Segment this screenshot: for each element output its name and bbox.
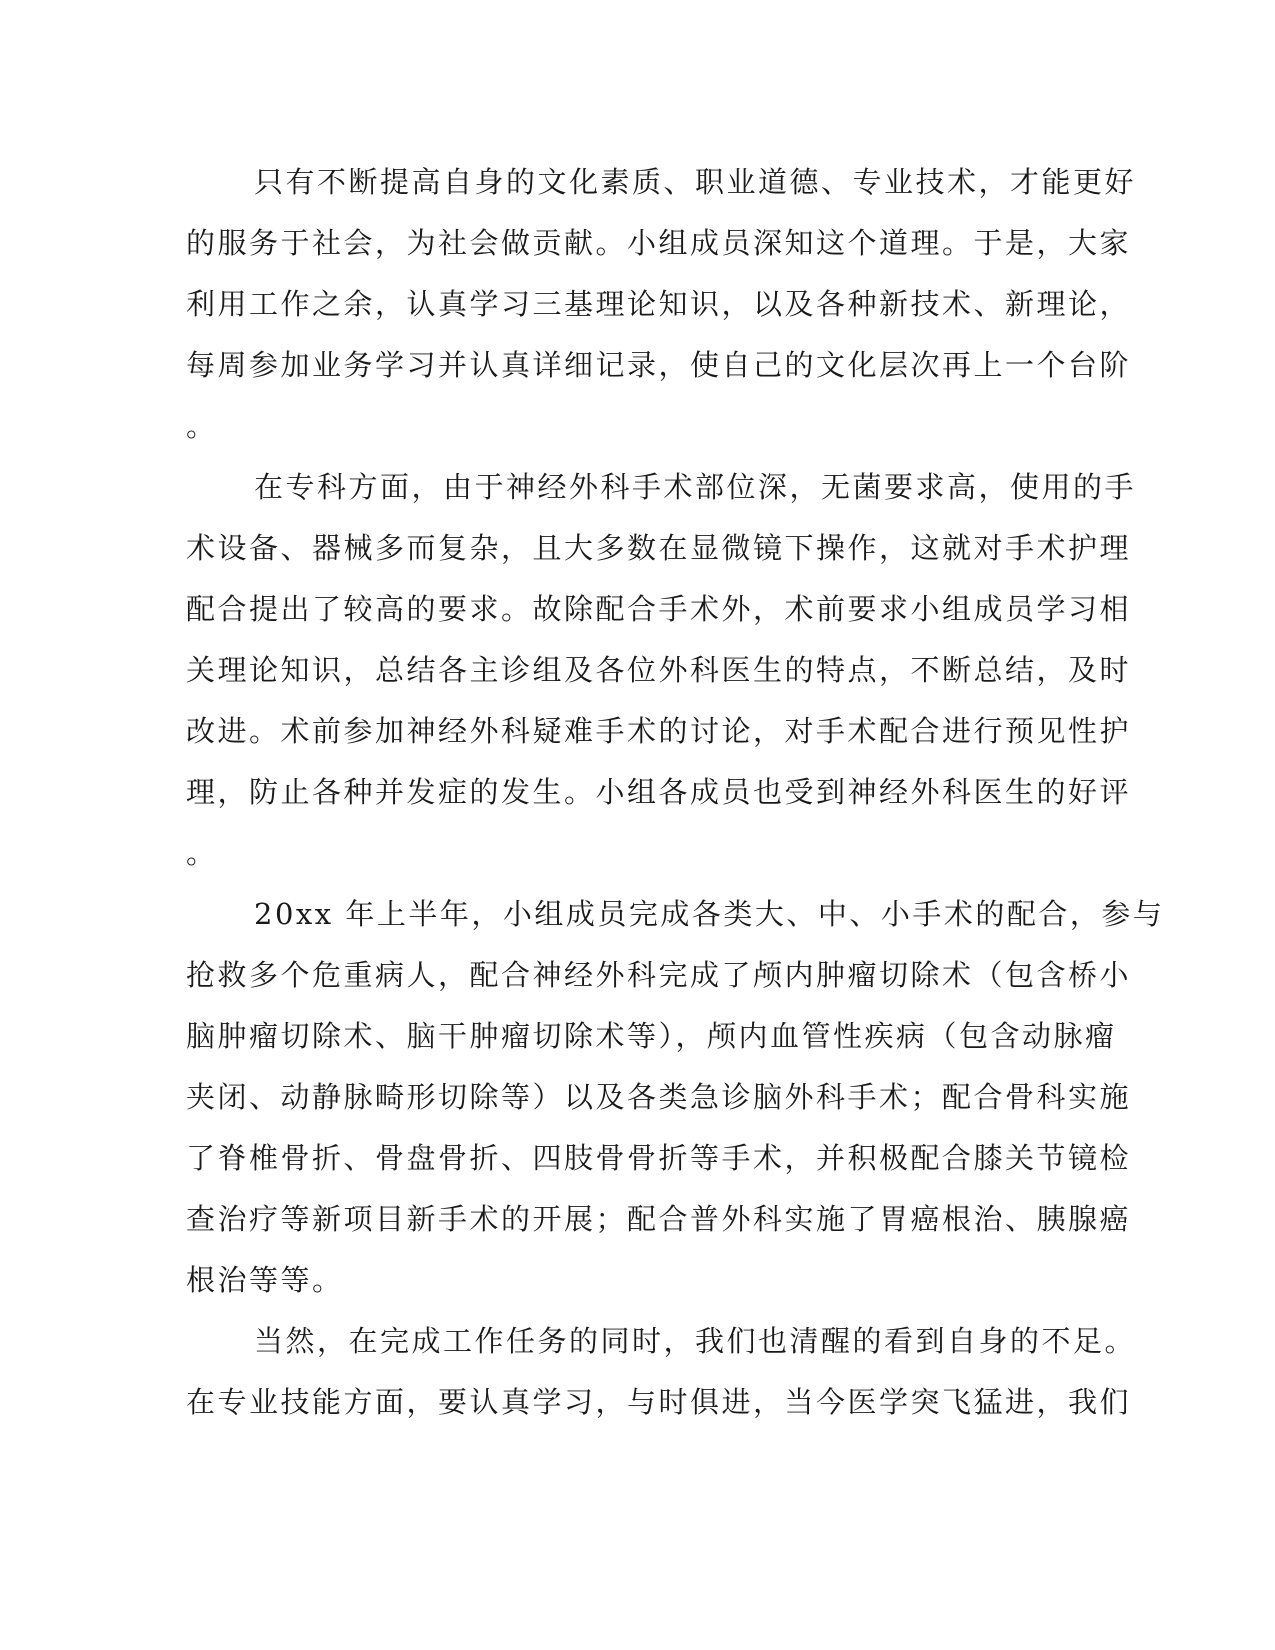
paragraph-1-line-1: 只有不断提高自身的文化素质、职业道德、专业技术，才能更好 [254, 165, 1137, 199]
paragraph-2-line-6: 理，防止各种并发症的发生。小组各成员也受到神经外科医生的好评 [186, 775, 1132, 809]
paragraph-3-line-3: 脑肿瘤切除术、脑干肿瘤切除术等），颅内血管性疾病（包含动脉瘤 [186, 1019, 1117, 1053]
paragraph-3-line-2: 抢救多个危重病人，配合神经外科完成了颅内肿瘤切除术（包含桥小 [186, 958, 1132, 992]
paragraph-2-line-1: 在专科方面，由于神经外科手术部位深，无菌要求高，使用的手 [254, 470, 1137, 504]
paragraph-3-line-7: 根治等等。 [186, 1263, 344, 1297]
document-body [186, 152, 1165, 1433]
paragraph-1-line-3: 利用工作之余，认真学习三基理论知识，以及各种新技术、新理论， [186, 287, 1132, 321]
paragraph-1-line-5: 。 [186, 409, 218, 443]
paragraph-4-line-2: 在专业技能方面，要认真学习，与时俱进，当今医学突飞猛进，我们 [186, 1385, 1132, 1419]
paragraph-3-line-5: 了脊椎骨折、骨盘骨折、四肢骨骨折等手术，并积极配合膝关节镜检 [186, 1141, 1132, 1175]
paragraph-3-line-6: 查治疗等新项目新手术的开展；配合普外科实施了胃癌根治、胰腺癌 [186, 1202, 1132, 1236]
paragraph-2-line-5: 改进。术前参加神经外科疑难手术的讨论，对手术配合进行预见性护 [186, 714, 1132, 748]
paragraph-2-line-4: 关理论知识，总结各主诊组及各位外科医生的特点，不断总结，及时 [186, 653, 1132, 687]
paragraph-2-line-7: 。 [186, 836, 218, 870]
paragraph-1-line-2: 的服务于社会，为社会做贡献。小组成员深知这个道理。于是，大家 [186, 226, 1132, 260]
paragraph-3-line-4: 夹闭、动静脉畸形切除等）以及各类急诊脑外科手术；配合骨科实施 [186, 1080, 1132, 1114]
paragraph-2-line-3: 配合提出了较高的要求。故除配合手术外，术前要求小组成员学习相 [186, 592, 1132, 626]
paragraph-1-line-4: 每周参加业务学习并认真详细记录，使自己的文化层次再上一个台阶 [186, 348, 1132, 382]
paragraph-4-line-1: 当然，在完成工作任务的同时，我们也清醒的看到自身的不足。 [254, 1324, 1137, 1358]
paragraph-2-line-2: 术设备、器械多而复杂，且大多数在显微镜下操作，这就对手术护理 [186, 531, 1132, 565]
paragraph-3-line-1: 20xx 年上半年，小组成员完成各类大、中、小手术的配合，参与 [254, 897, 1165, 931]
